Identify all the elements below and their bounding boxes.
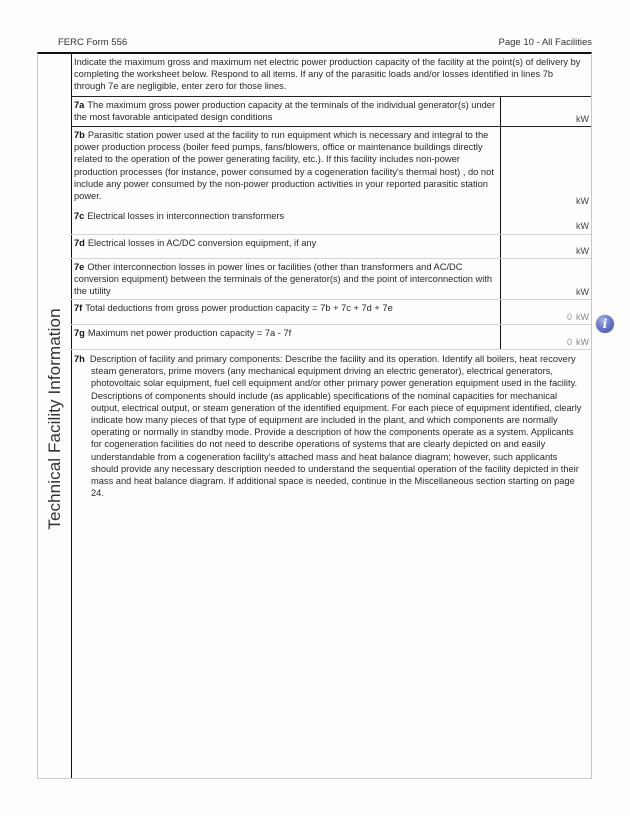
net-capacity-field	[500, 325, 591, 350]
total-deductions-value: 0	[566, 311, 572, 322]
unit-label: kW	[576, 195, 589, 206]
parasitic-power-field[interactable]	[500, 127, 591, 209]
unit-label: 0 kW	[566, 336, 589, 347]
question-7e	[74, 261, 498, 298]
row-7h	[71, 349, 591, 778]
section-content	[71, 54, 591, 778]
page-header	[58, 37, 592, 51]
row-7c	[71, 208, 591, 234]
question-7g	[74, 327, 498, 339]
item-text: Maximum net power production capacity = 7a - 7f	[87, 328, 292, 338]
item-text: Total deductions from gross power production capacity = 7b + 7c + 7d + 7e	[85, 303, 393, 313]
question-7c	[74, 210, 498, 222]
question-7h	[74, 353, 583, 499]
net-capacity-value: 0	[566, 336, 572, 347]
unit-label: 0 kW	[566, 311, 589, 322]
row-7f	[71, 299, 591, 325]
item-code: 7h	[74, 354, 85, 364]
form-name: FERC Form 556	[58, 37, 128, 48]
row-7d	[71, 234, 591, 259]
info-icon[interactable]: i	[596, 315, 614, 333]
item-code: 7d	[74, 238, 85, 248]
item-text: Other interconnection losses in power lines or facilities (other than transformers and AC/DC conversion equipment) between the terminals of the generator(s) and the point of interconnection with the utility	[74, 262, 493, 297]
row-7g	[71, 324, 591, 350]
page-label: Page 10 - All Facilities	[498, 37, 592, 48]
question-7b	[74, 129, 498, 202]
item-text: Electrical losses in AC/DC conversion equipment, if any	[87, 238, 317, 248]
unit-label: kW	[576, 286, 589, 297]
question-7f	[74, 302, 498, 314]
section-side-label: Technical Facility Information	[44, 308, 64, 530]
row-7b	[71, 126, 591, 209]
instructions-text: Indicate the maximum gross and maximum net electric power production capacity of the facility at the point(s) of delivery by completing the worksheet below. Respond to all items. If any of the parasitic loads and/or losses identified in lines 7b through 7e are negligible, enter zero for those lines.	[74, 57, 581, 92]
item-code: 7c	[74, 211, 85, 221]
unit-label: kW	[576, 220, 589, 231]
item-text: Electrical losses in interconnection transformers	[87, 211, 285, 221]
acdc-losses-field[interactable]	[500, 235, 591, 259]
row-7e	[71, 258, 591, 300]
item-code: 7e	[74, 262, 85, 272]
form-section	[37, 52, 592, 779]
interconnection-losses-field[interactable]	[500, 259, 591, 300]
question-7a	[74, 99, 498, 123]
facility-description-textarea[interactable]	[71, 510, 591, 778]
unit-label: kW	[576, 113, 589, 124]
item-code: 7b	[74, 130, 85, 140]
row-7a	[71, 96, 591, 127]
transformer-losses-field[interactable]	[500, 208, 591, 234]
question-7d	[74, 237, 498, 249]
item-code: 7a	[74, 100, 85, 110]
gross-capacity-field[interactable]	[500, 97, 591, 127]
unit-label: kW	[576, 245, 589, 256]
item-code: 7f	[74, 303, 83, 313]
total-deductions-field	[500, 300, 591, 325]
side-label-column	[38, 54, 72, 778]
item-text: Description of facility and primary components: Describe the facility and its operation. Identify all boilers, heat recovery steam generators, prime movers (any mechanical equipment driving an electric generator), electrical generators, photovoltaic solar equipment, fuel cell equipment and/or other primary power generation equipment used in the facility. Descriptions of components should include (as applicable) specifications of the nominal capacities for mechanical output, electrical output, or steam generation of the identified equipment. For each piece of equipment identified, clearly indicate how many pieces of that type of equipment are included in the plant, and which components are normally operating or normally in standby mode. Provide a description of how the components operate as a system. Applicants for cogeneration facilities do not need to describe operations of systems that are clearly depicted on and easily understandable from a cogeneration facility's attached mass and heat balance diagram; however, such applicants should provide any necessary description needed to understand the sequential operation of the facility depicted in their mass and heat balance diagram. If additional space is needed, continue in the Miscellaneous section starting on page 24.	[89, 354, 582, 499]
item-code: 7g	[74, 328, 85, 338]
item-text: The maximum gross power production capacity at the terminals of the individual generator(s) under the most favorable anticipated design conditions	[74, 100, 496, 123]
item-text: Parasitic station power used at the facility to run equipment which is necessary and integral to the power production process (boiler feed pumps, fans/blowers, office or maintenance buildings directly related to the operation of the power generating facility, etc.). If this facility includes non-power production processes (for instance, power consumed by a cogeneration facility's thermal host) , do not include any power consumed by the non-power production activities in your reported parasitic station power.	[74, 130, 494, 202]
